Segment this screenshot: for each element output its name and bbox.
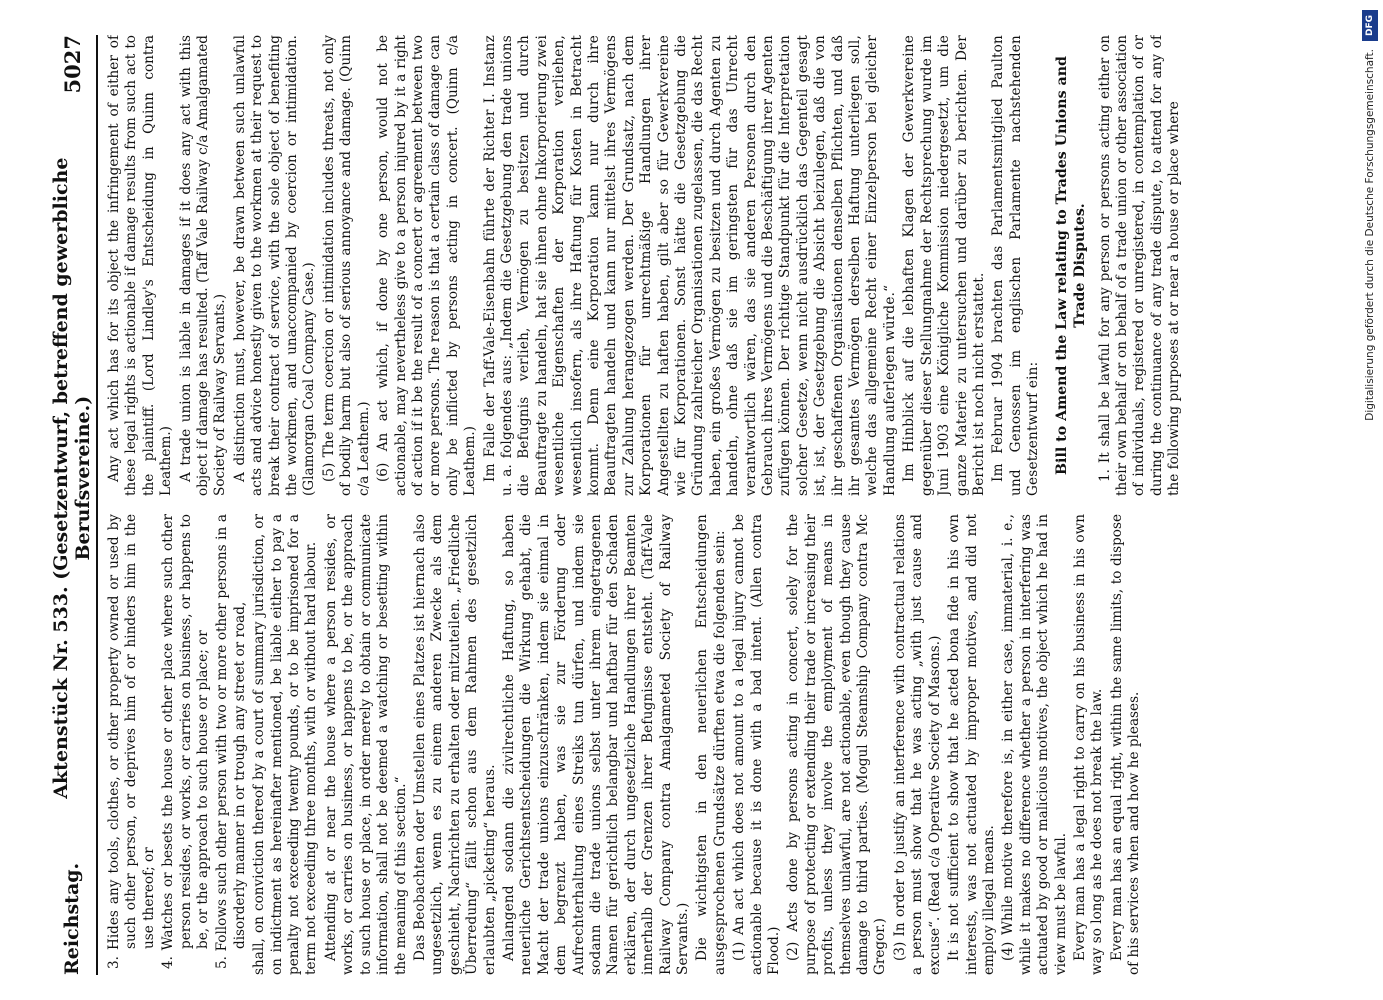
section-heading: Bill to Amend the Law relating to Trades Unions and Trade Disputes. bbox=[1053, 56, 1088, 475]
right-column bbox=[106, 35, 1331, 496]
paragraph: (1) An act which does not amount to a legal injury cannot be actionable because it is done with a bad intent. (Allen contra Flood.) bbox=[731, 514, 783, 975]
paragraph: Every man has an equal right, within the same limits, to dispose of his services when and how he pleases. bbox=[1108, 514, 1143, 975]
numbered-clause: 3. Hides any tools, clothes, or other property owned or used by such other person, or deprives him of or hinders him in the use thereof; or bbox=[106, 514, 157, 969]
header-title: Aktenstück Nr. 533. (Gesetzentwurf, betreffend gewerbliche Berufsvereine.) bbox=[50, 157, 94, 799]
digitization-note: Digitalisierung gefördert durch die Deutsche Forschungsgemeinschaft. bbox=[1364, 49, 1376, 421]
paragraph: It is not sufficient to show that he acted bona fide in his own interests, was not actuated by improper motives, and did not employ illegal means. bbox=[946, 514, 997, 975]
page-number: 5027 bbox=[59, 35, 85, 94]
page-header bbox=[48, 35, 98, 975]
paragraph: (5) The term coercion or intimidation includes threats, not only of bodily harm but also of serious annoyance and damage. (Quinn c/a Leathem.) bbox=[320, 35, 372, 496]
text-columns bbox=[106, 35, 1331, 975]
paragraph: (4) While motive therefore is, in either case, immaterial, i. e., while it makes no difference whether a person in interfering was actuated by good or malicious motives, the object which he had in view must be lawful. bbox=[1000, 514, 1069, 975]
side-note bbox=[1357, 0, 1379, 1000]
paragraph: (3) In order to justify an interference with contractual relations a person must show that he was acting „with just cause and excuse“. (Read c/a Operative Society of Masons.) bbox=[891, 514, 943, 975]
numbered-clause: 5. Follows such other person with two or more other persons in a disorderly manner in or trough any street or road, bbox=[214, 514, 248, 969]
numbered-clause: 4. Watches or besets the house or other place where such other person resides, or works, or carries on business, or happens to be, or the approach to such house or place; or bbox=[160, 514, 212, 969]
paragraph: A distinction must, however, be drawn between such unlawful acts and advice honestly given to the workmen at their request to break their contract of service, with the sole object of benefiting the workmen, and unaccompanied by coercion or intimidation. (Glamorgan Coal Company Case.) bbox=[231, 35, 318, 496]
header-reichstag: Reichstag. bbox=[61, 862, 83, 975]
german-paragraph: Im Falle der Taff-Vale-Eisenbahn führte der Richter I. Instanz u. a. folgendes aus: „Indem die Gesetzgebung den trade unions die Befugnis verlieh, Vermögen zu besitzen und durch Beauftragte zu handeln, hat sie ihnen ohne Inkorporierung zwei wesentliche Eigenschaften der Korporation verliehen, wesentlich insofern, als ihre Haftung für Kosten in Betracht kommt. Denn eine Korporation kann nur durch ihre Beauftragten handeln und kann nur mittelst ihres Vermögens zur Zahlung herangezogen werden. Der Grundsatz, nach dem Korporationen für unrechtmäßige Handlungen ihrer Angestellten zu haften haben, gilt aber so für Gewerkvereine wie für Korporationen. Sonst hätte die Gesetzgebung die Gründung zahlreicher Organisationen zugelassen, die das Recht haben, ein großes Vermögen zu besitzen und durch Agenten zu handeln, ohne daß sie im geringsten für das Unrecht verantwortlich wären, das sie anderen Personen durch den Gebrauch ihres Vermögens und die Beschäftigung ihrer Agenten zufügen können. Der richtige Standpunkt für die Interpretation solcher Gesetze, wenn nicht ausdrücklich das Gegenteil gesagt ist, ist, der Gesetzgebung die Absicht beizulegen, daß die von ihr geschaffenen Organisationen denselben Pflichten, und daß ihr gesamtes Vermögen derselben Haftung unterliegen soll, welche das allgemeine Recht einer Einzelperson bei gleicher Handlung auferlegen würde.“ bbox=[481, 35, 898, 496]
german-paragraph: Die wichtigsten in den neuerlichen Entscheidungen ausgesprochenen Grundsätze dürften etwa die folgenden sein: bbox=[694, 514, 728, 975]
rotated-document-page bbox=[48, 35, 1348, 975]
dfg-logo: DFG bbox=[1362, 10, 1378, 41]
paragraph: Attending at or near the house where a person resides, or works, or carries on business, or happens to be, or the approach to such house or place, in order merely to obtain or communicate information, shall not be deemed a watching or besetting within the meaning of this section.“ bbox=[322, 514, 409, 975]
german-paragraph: Im Hinblick auf die lebhaften Klagen der Gewerkvereine gegenüber dieser Stellungnahme der Rechtsprechung wurde im Juni 1903 eine Königliche Kommission niedergesetzt, um die ganze Materie zu untersuchen und darüber zu berichten. Der Bericht ist noch nicht erstattet. bbox=[901, 35, 987, 496]
german-paragraph: Das Beobachten oder Umstellen eines Platzes ist hiernach also ungesetzlich, wenn es zu einem anderen Zwecke als dem geschieht, Nachrichten zu erhalten oder mitzuteilen. „Friedliche Überredung“ fällt schon aus dem Rahmen des gesetzlich erlaubten „picketing“ heraus. bbox=[411, 514, 498, 975]
side-note-rotated bbox=[1359, 10, 1381, 990]
german-paragraph: Im Februar 1904 brachten das Parlamentsmitglied Paulton und Genossen im englischen Parlamente nachstehenden Gesetzentwurf ein: bbox=[990, 35, 1042, 496]
paragraph: Any act which has for its object the infringement of either of these legal rights is actionable if damage results from such act to the plaintiff. (Lord Lindley's Entscheidung in Quinn contra Leathem.) bbox=[106, 35, 175, 496]
paragraph: shall, on conviction thereof by a court of summary jurisdiction, or on indictment as hereinafter mentioned, be liable either to pay a penalty not exceeding twenty pounds, or to be imprisoned for a term not exceeding three months, with or without hard labour. bbox=[251, 514, 320, 975]
left-column bbox=[106, 514, 1331, 975]
german-paragraph: Anlangend sodann die zivilrechtliche Haftung, so haben neuerliche Gerichtsentscheidungen die Wirkung gehabt, die Macht der trade unions einzuschränken, indem sie einmal in dem begrenzt haben, was sie zur Förderung oder Aufrechterhaltung eines Streiks tun dürfen, und indem sie sodann die trade unions selbst unter ihrem eingetragenen Namen für gerichtlich belangbar und haftbar für den Schaden erklären, der durch ungesetzliche Handlungen ihrer Beamten innerhalb der Grenzen ihrer Befugnisse entsteht. (Taff-Vale Railway Company contra Amalgameted Society of Railway Servants.) bbox=[500, 514, 691, 975]
paragraph: 1. It shall be lawful for any person or persons acting either on their own behalf or on behalf of a trade union or other association of individuals, registered or unregistered, in contemplation of or during the continuance of any trade dispute, to attend for any of the following purposes at or near a house or place where bbox=[1096, 35, 1183, 496]
paragraph: A trade union is liable in damages if it does any act with this object if damage has resulted. (Taff Vale Railway c/a Amalgamated Society of Railway Servants.) bbox=[177, 35, 229, 496]
paragraph: (2) Acts done by persons acting in concert, solely for the purpose of protecting or extending their trade or increasing their profits, unless they involve the employment of means in themselves unlawful, are not actionable, even though they cause damage to third parties. (Mogul Steamship Company contra Mc Gregor.) bbox=[785, 514, 889, 975]
paragraph: Every man has a legal right to carry on his business in his own way so long as he does not break the law. bbox=[1071, 514, 1106, 975]
paragraph: (6) An act which, if done by one person, would not be actionable, may nevertheless give to a person injured by it a right of action if it be the result of a concert or agreement between two or more persons. The reason is that a certain class of damage can only be inflicted by persons acting in concert. (Quinn c/a Leathem.) bbox=[375, 35, 479, 496]
